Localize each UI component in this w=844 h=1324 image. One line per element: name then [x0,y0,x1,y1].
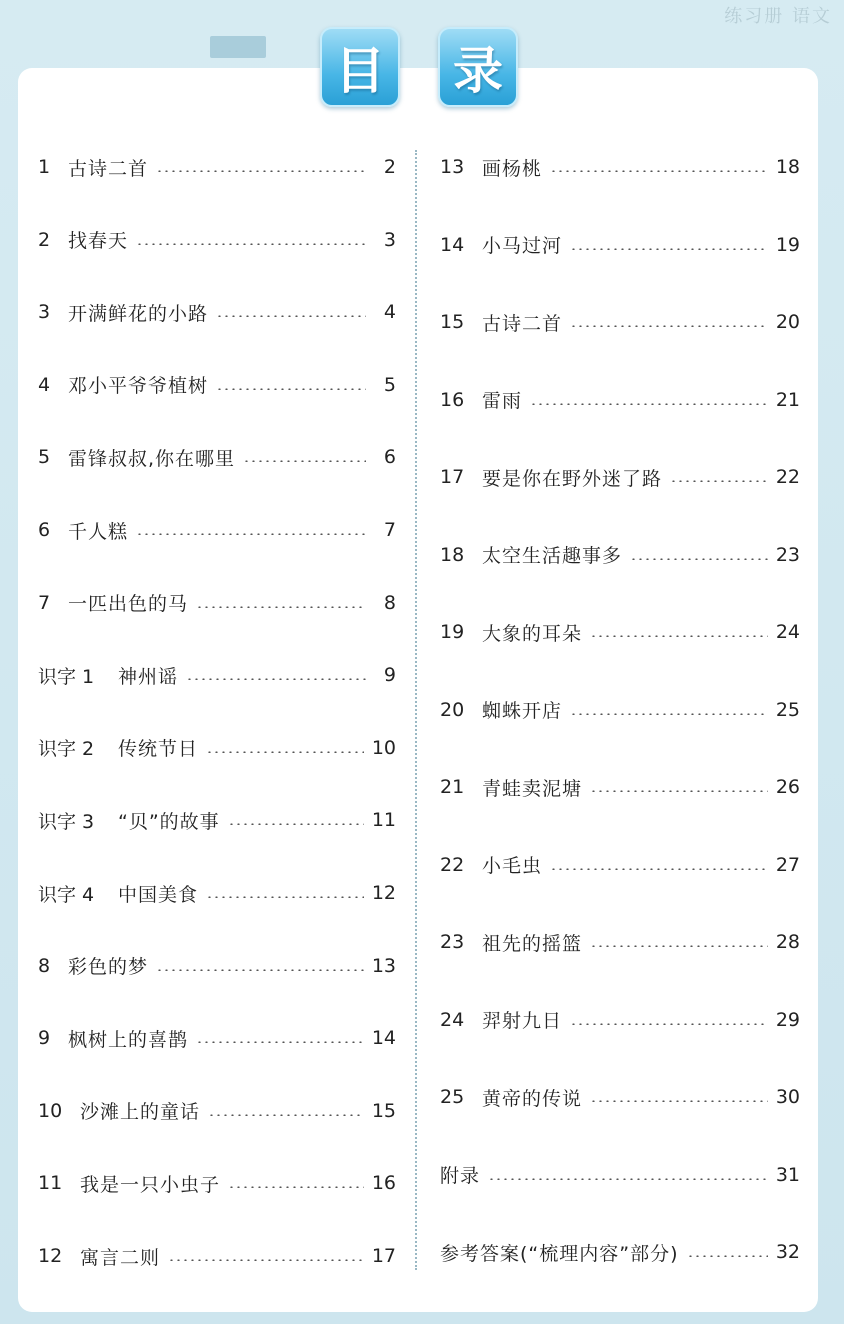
toc-entry-number: 识字 2 [38,738,95,761]
toc-entry-title: 青蛙卖泥塘 [482,777,583,800]
toc-entry-number: 24 [440,1008,465,1031]
toc-entry-page: 19 [775,233,800,256]
toc-leader-dots [228,1186,364,1188]
toc-entry-page: 18 [775,156,800,178]
toc-entry-title: 羿射九日 [482,1010,563,1032]
toc-entry-number: 8 [38,954,51,977]
toc-leader-dots [208,1114,364,1116]
toc-leader-dots [590,635,768,637]
toc-entry-page: 25 [775,698,800,721]
title-char-box-2: 录 [438,27,518,107]
toc-entry-number: 12 [38,1245,63,1267]
toc-entry[interactable] [440,1082,800,1112]
toc-leader-dots [206,751,364,753]
toc-entry[interactable] [440,1160,800,1190]
toc-entry-number: 9 [38,1027,51,1050]
toc-entry[interactable] [38,370,396,400]
toc-entry-number: 1 [38,156,51,178]
toc-entry-page: 3 [383,228,396,251]
toc-entry-page: 17 [371,1245,396,1267]
toc-entry[interactable] [38,297,396,327]
toc-leader-dots [570,713,768,715]
toc-leader-dots [550,868,768,870]
toc-entry-title: 寓言二则 [80,1246,161,1269]
toc-leader-dots [670,480,768,482]
toc-entry[interactable] [440,385,800,415]
toc-entry-page: 20 [775,311,800,333]
toc-entry-page: 12 [371,882,396,904]
toc-leader-dots [590,1100,768,1102]
toc-leader-dots [530,403,768,405]
toc-entry-page: 28 [775,931,800,953]
toc-entry-title: 彩色的梦 [68,956,149,979]
toc-entry-page: 31 [775,1163,800,1186]
toc-entry[interactable] [440,1005,800,1035]
toc-entry[interactable] [38,442,396,472]
toc-leader-dots [630,558,768,560]
toc-entry-title: 一匹出色的马 [68,593,189,616]
toc-leader-dots [196,1041,364,1043]
toc-leader-dots [570,248,768,250]
toc-entry-page: 7 [383,519,396,541]
toc-entry-number: 13 [440,156,465,178]
toc-leader-dots [243,460,366,462]
toc-title [320,27,518,107]
toc-entry-number: 识字 3 [38,810,95,833]
toc-leader-dots [136,533,366,535]
toc-entry-title: 我是一只小虫子 [80,1173,221,1196]
toc-leader-dots [550,170,768,172]
toc-entry-title: 附录 [440,1165,481,1187]
toc-entry-title: 大象的耳朵 [482,622,583,645]
toc-leader-dots [687,1255,768,1257]
toc-entry-number: 7 [38,591,51,614]
toc-entry-number: 4 [38,373,51,396]
toc-entry-number: 10 [38,1099,63,1122]
toc-entry-page: 11 [371,809,396,832]
toc-entry-title: 古诗二首 [68,157,149,180]
toc-entry-title: 沙滩上的童话 [80,1101,201,1124]
faint-header-bar [210,36,266,58]
toc-entry-page: 9 [383,664,396,687]
toc-entry-title: 开满鲜花的小路 [68,302,209,325]
toc-entry[interactable] [38,951,396,981]
toc-entry-page: 15 [371,1099,396,1122]
toc-leader-dots [228,823,364,825]
toc-entry-number: 3 [38,301,51,324]
toc-entry-number: 15 [440,311,465,333]
toc-entry[interactable] [440,927,800,957]
toc-entry-title: 黄帝的传说 [482,1087,583,1110]
toc-entry-number: 6 [38,519,51,541]
toc-entry[interactable] [440,1237,800,1267]
toc-entry-page: 8 [383,591,396,614]
toc-entry-page: 2 [383,156,396,178]
toc-entry-title: 枫树上的喜鹊 [68,1028,189,1051]
toc-entry[interactable] [38,660,396,690]
toc-entry-title: 神州谣 [118,665,179,688]
toc-entry[interactable] [38,878,396,908]
toc-entry-page: 21 [775,388,800,411]
toc-entry[interactable] [38,152,396,182]
toc-entry[interactable] [440,462,800,492]
toc-entry[interactable] [38,805,396,835]
toc-entry[interactable] [440,540,800,570]
toc-entry-page: 24 [775,621,800,643]
column-divider [415,150,417,1270]
faint-header-text: 练习册 语文 [724,6,832,27]
toc-entry[interactable] [38,1023,396,1053]
toc-entry[interactable] [440,772,800,802]
toc-leader-dots [156,170,366,172]
toc-entry-title: 太空生活趣事多 [482,545,623,567]
toc-entry-number: 20 [440,698,465,721]
toc-entry[interactable] [38,1096,396,1126]
toc-entry[interactable] [440,695,800,725]
toc-entry-page: 13 [371,954,396,977]
toc-entry-number: 16 [440,388,465,411]
toc-entry-title: 小马过河 [482,235,563,257]
toc-entry-title: 要是你在野外迷了路 [482,467,663,490]
toc-entry[interactable] [440,230,800,260]
toc-leader-dots [570,1023,768,1025]
toc-entry[interactable] [440,617,800,647]
toc-entry-number: 识字 1 [38,665,95,688]
toc-entry[interactable] [38,515,396,545]
toc-entry-page: 30 [775,1086,800,1108]
toc-entry-title: 画杨桃 [482,157,543,180]
toc-entry-page: 32 [775,1241,800,1263]
toc-entry-page: 26 [775,776,800,798]
toc-entry-number: 17 [440,466,465,488]
toc-entry-title: 参考答案(“梳理内容”部分) [440,1242,679,1265]
toc-entry-number: 22 [440,853,465,876]
toc-entry[interactable] [38,733,396,763]
toc-entry-page: 10 [371,736,396,759]
toc-entry-page: 6 [383,446,396,469]
toc-entry-number: 5 [38,446,51,469]
toc-entry-page: 29 [775,1008,800,1031]
toc-leader-dots [216,388,366,390]
toc-leader-dots [488,1178,768,1180]
title-char-box-1: 目 [320,27,400,107]
toc-entry-number: 14 [440,233,465,256]
toc-entry-title: “贝”的故事 [118,810,220,833]
toc-entry-title: 中国美食 [118,883,199,906]
toc-leader-dots [156,969,364,971]
toc-entry-number: 19 [440,621,465,643]
toc-entry-number: 2 [38,228,51,251]
toc-entry[interactable] [440,307,800,337]
toc-entry-title: 雷雨 [482,390,523,412]
toc-entry-title: 传统节日 [118,738,199,761]
toc-leader-dots [570,325,768,327]
toc-leader-dots [216,315,366,317]
toc-entry-number: 11 [38,1172,63,1195]
toc-leader-dots [206,896,364,898]
toc-entry-page: 27 [775,853,800,876]
toc-entry-page: 16 [371,1172,396,1195]
toc-entry-title: 古诗二首 [482,312,563,335]
toc-entry-title: 雷锋叔叔,你在哪里 [68,447,236,470]
toc-leader-dots [136,243,366,245]
toc-entry-page: 14 [371,1027,396,1050]
toc-entry-title: 小毛虫 [482,855,543,877]
toc-entry-page: 22 [775,466,800,488]
toc-leader-dots [168,1259,364,1261]
toc-entry-number: 18 [440,543,465,566]
toc-leader-dots [590,945,768,947]
toc-entry-page: 5 [383,373,396,396]
toc-entry[interactable] [38,1241,396,1271]
toc-entry[interactable] [440,152,800,182]
toc-entry[interactable] [38,588,396,618]
toc-entry-number: 25 [440,1086,465,1108]
toc-entry[interactable] [38,225,396,255]
toc-entry-title: 千人糕 [68,520,129,543]
toc-entry-title: 邓小平爷爷植树 [68,375,209,398]
toc-entry-number: 23 [440,931,465,953]
toc-leader-dots [590,790,768,792]
toc-entry-title: 蜘蛛开店 [482,700,563,722]
toc-leader-dots [186,678,366,680]
toc-leader-dots [196,606,366,608]
toc-entry-title: 祖先的摇篮 [482,932,583,955]
toc-entry-number: 识字 4 [38,883,95,906]
toc-entry[interactable] [38,1168,396,1198]
toc-entry[interactable] [440,850,800,880]
toc-entry-page: 4 [383,301,396,324]
toc-entry-number: 21 [440,776,465,798]
toc-entry-page: 23 [775,543,800,566]
toc-entry-title: 找春天 [68,230,129,253]
